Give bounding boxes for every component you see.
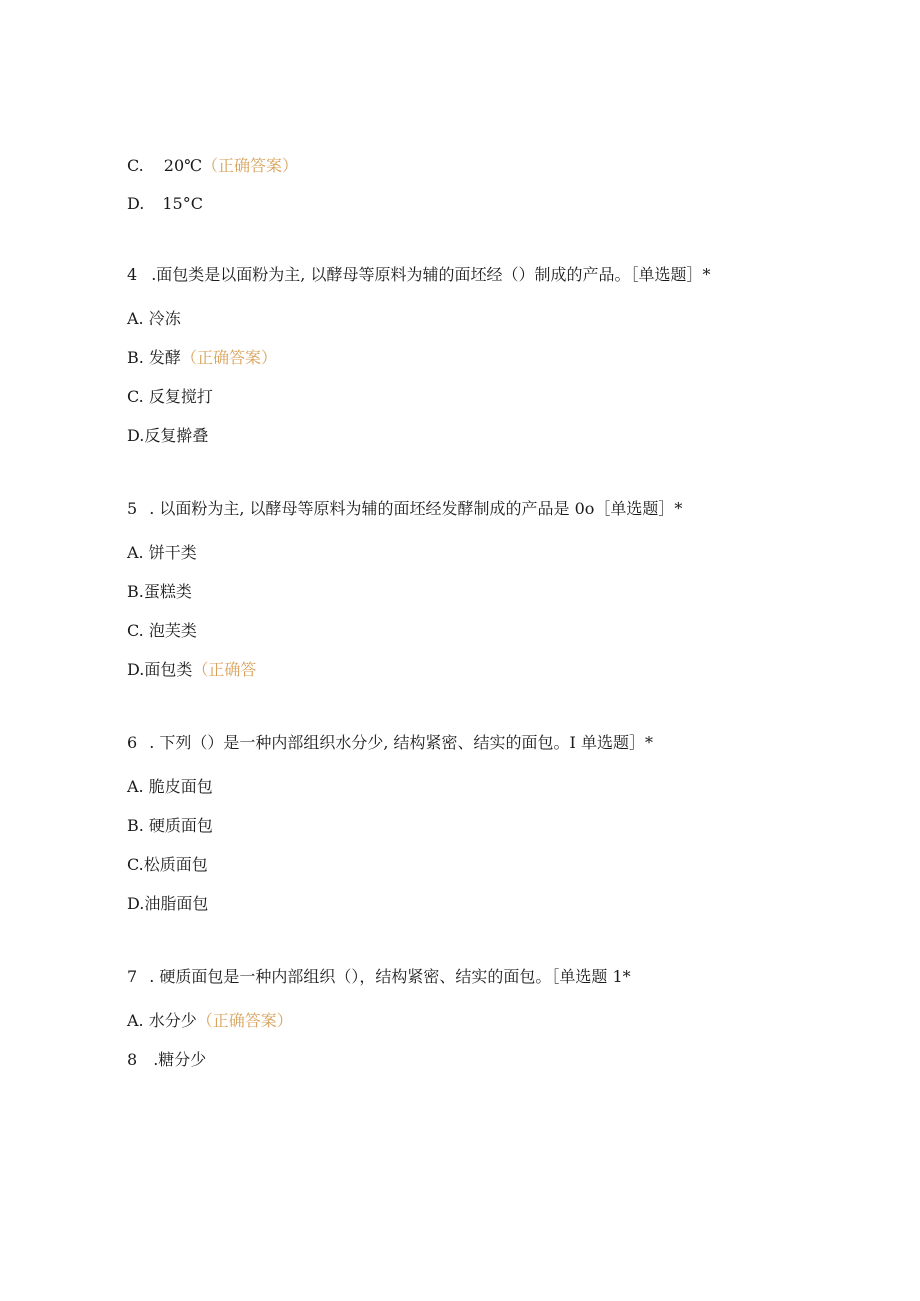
q3-option-d-text: 15°C xyxy=(162,194,203,213)
q4-option-b-text: B. 发酵 xyxy=(127,348,181,367)
q5-stem xyxy=(127,498,682,520)
q7-option-a xyxy=(127,1010,293,1032)
q6-stem xyxy=(127,732,653,754)
correct-answer-mark: （正确答 xyxy=(192,660,257,679)
q6-stem-text: . 下列（）是一种内部组织水分少, 结构紧密、结实的面包。I 单选题］* xyxy=(149,733,653,752)
q7-stem-text: . 硬质面包是一种内部组织（），结构紧密、结实的面包。［单选题 1* xyxy=(149,967,631,986)
q6-number: 6 xyxy=(127,733,138,752)
q3-option-c-text: 20℃ xyxy=(163,156,203,175)
q4-option-b xyxy=(127,347,277,369)
q7-option-a-text: A. 水分少 xyxy=(127,1011,197,1030)
q3-option-c-label: C. xyxy=(127,156,144,175)
q5-option-d xyxy=(127,659,256,681)
q4-option-c: C. 反复搅打 xyxy=(127,387,213,406)
q3-option-d xyxy=(127,193,203,215)
q5-option-c: C. 泡芙类 xyxy=(127,621,197,640)
correct-answer-mark: （正确答案） xyxy=(196,1011,293,1030)
correct-answer-mark: （正确答案） xyxy=(180,348,277,367)
q6-option-d: D.油脂面包 xyxy=(127,894,209,913)
q5-number: 5 xyxy=(127,499,138,518)
q7-option-b-number: 8 xyxy=(127,1050,138,1069)
q7-stem xyxy=(127,966,631,988)
q3-option-c xyxy=(127,155,298,177)
q7-option-b xyxy=(127,1049,206,1071)
q4-option-a: A. 冷冻 xyxy=(127,309,181,328)
q7-option-b-text: .糖分少 xyxy=(153,1050,207,1069)
q4-option-d: D.反复擀叠 xyxy=(127,426,209,445)
correct-answer-mark: （正确答案） xyxy=(202,156,299,175)
q3-option-d-label: D. xyxy=(127,194,145,213)
q5-option-b: B.蛋糕类 xyxy=(127,582,192,601)
q6-option-a: A. 脆皮面包 xyxy=(127,777,213,796)
q4-number: 4 xyxy=(127,265,138,284)
q4-stem xyxy=(127,264,710,286)
q5-option-d-text: D.面包类 xyxy=(127,660,193,679)
q4-stem-text: .面包类是以面粉为主, 以酵母等原料为辅的面坯经（）制成的产品。［单选题］* xyxy=(151,265,711,284)
q7-number: 7 xyxy=(127,967,138,986)
q5-stem-text: . 以面粉为主, 以酵母等原料为辅的面坯经发酵制成的产品是 0o［单选题］* xyxy=(149,499,683,518)
q6-option-b: B. 硬质面包 xyxy=(127,816,213,835)
q5-option-a: A. 饼干类 xyxy=(127,543,197,562)
q6-option-c: C.松质面包 xyxy=(127,855,208,874)
